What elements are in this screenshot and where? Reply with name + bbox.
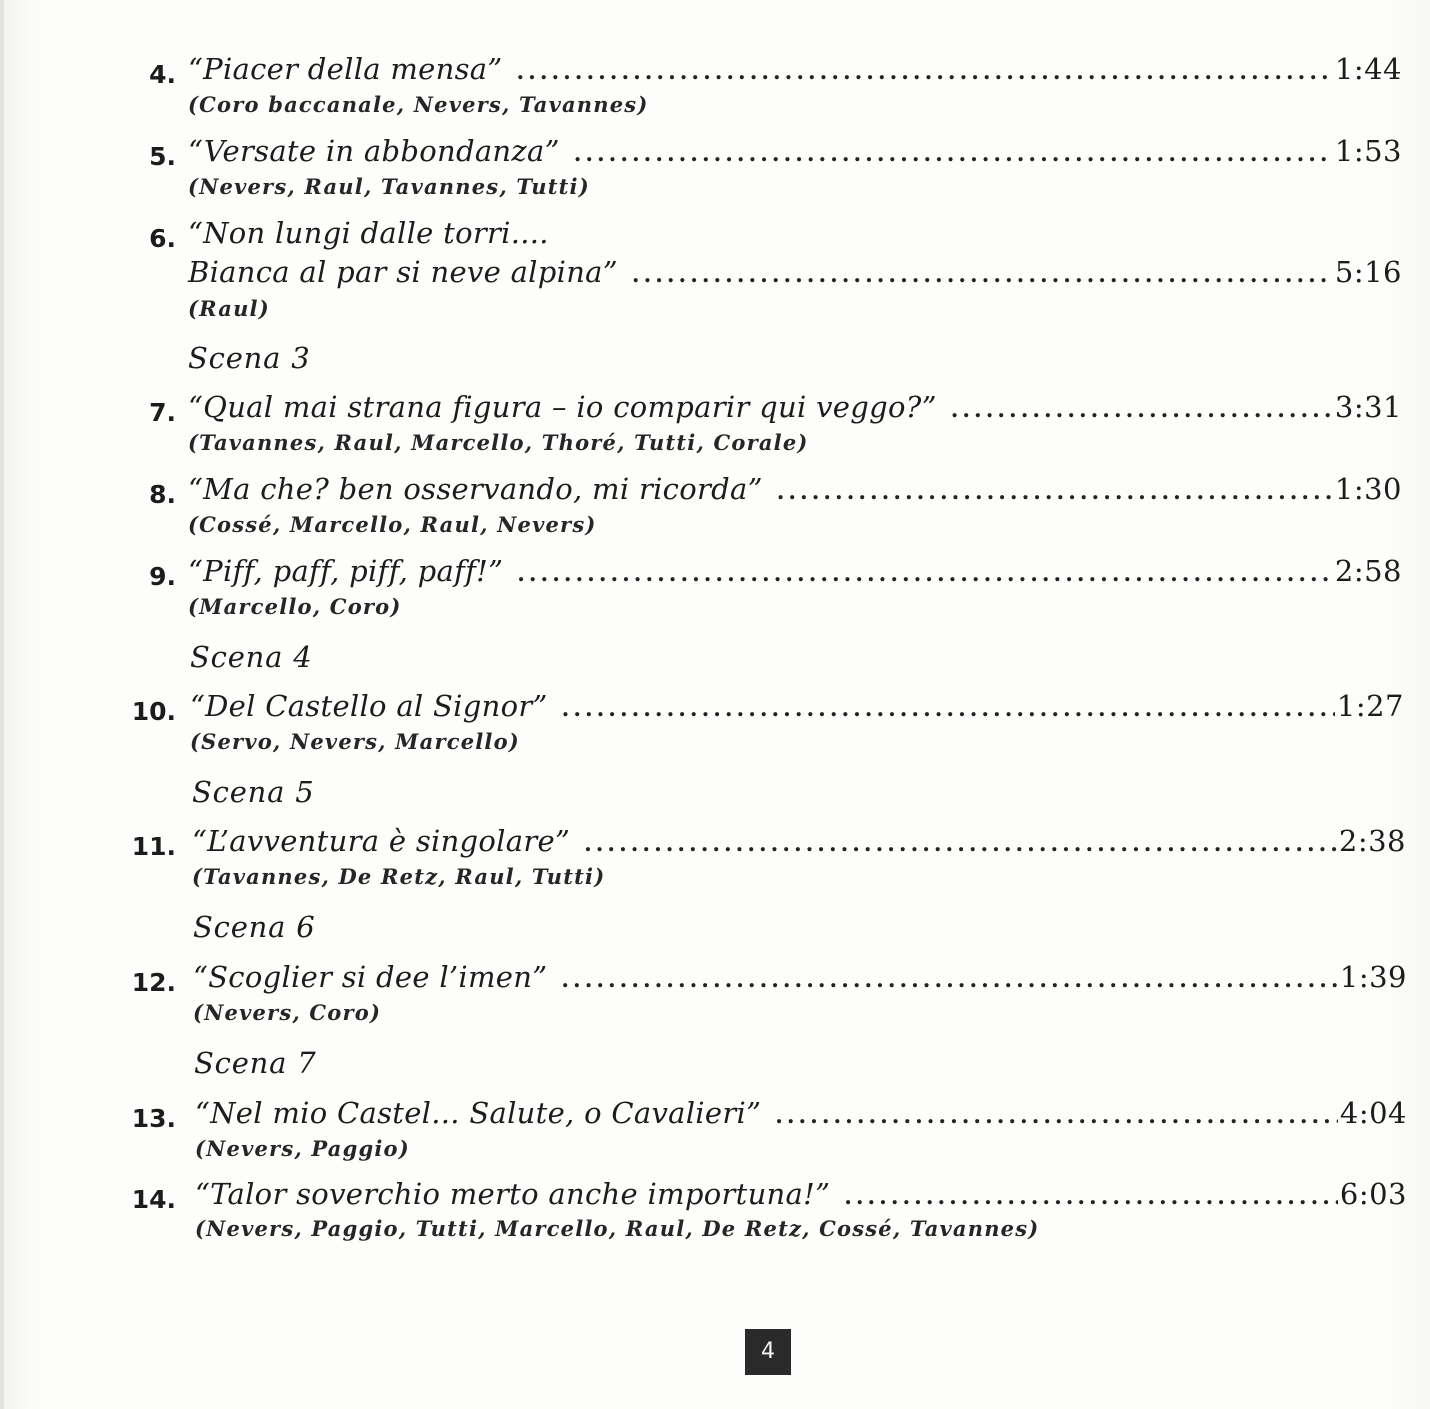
scene-heading: Scena 4 — [190, 640, 313, 674]
track-title: “Scoglier si dee l’imen” — [193, 960, 548, 994]
track-duration: 1:39 — [1339, 960, 1407, 994]
track-roles: (Nevers, Paggio) — [195, 1136, 410, 1161]
track-roles: (Marcello, Coro) — [188, 594, 402, 619]
scene-heading: Scena 5 — [192, 775, 315, 809]
track-number: 14. — [131, 1185, 176, 1214]
track-duration: 1:27 — [1336, 689, 1404, 723]
track-number: 9. — [149, 562, 176, 591]
leader-dots — [844, 1184, 1338, 1210]
track-title-line — [188, 390, 1402, 424]
track-duration: 5:16 — [1334, 255, 1402, 289]
track-duration: 6:03 — [1339, 1177, 1407, 1211]
track-title: “Piff, paff, piff, paff!” — [188, 554, 504, 588]
track-title: “Nel mio Castel... Salute, o Cavalieri” — [195, 1096, 762, 1130]
track-title: “L’avventura è singolare” — [192, 824, 571, 858]
leader-dots — [517, 561, 1333, 587]
track-title-line — [195, 1177, 1407, 1211]
track-title-line — [188, 554, 1402, 588]
track-roles: (Nevers, Paggio, Tutti, Marcello, Raul, De Retz, Cossé, Tavannes) — [195, 1216, 1040, 1241]
track-roles: (Raul) — [188, 296, 270, 321]
scene-heading: Scena 7 — [194, 1046, 317, 1080]
track-roles: (Nevers, Raul, Tavannes, Tutti) — [188, 174, 590, 199]
track-roles: (Servo, Nevers, Marcello) — [190, 729, 520, 754]
track-title-part-1: “Non lungi dalle torri.... — [188, 216, 549, 250]
leader-dots — [584, 831, 1337, 857]
track-number: 8. — [149, 480, 176, 509]
track-title: “Versate in abbondanza” — [188, 134, 560, 168]
track-duration: 4:04 — [1339, 1096, 1407, 1130]
track-title: “Ma che? ben osservando, mi ricorda” — [188, 472, 763, 506]
track-roles: (Tavannes, De Retz, Raul, Tutti) — [192, 864, 606, 889]
track-number: 4. — [149, 60, 176, 89]
leader-dots — [561, 967, 1338, 993]
track-title-line — [192, 824, 1406, 858]
track-duration: 2:58 — [1334, 554, 1402, 588]
leader-dots — [775, 1103, 1338, 1129]
leader-dots — [951, 397, 1333, 423]
track-duration: 3:31 — [1334, 390, 1402, 424]
page-number: 4 — [745, 1329, 791, 1375]
track-number: 12. — [131, 968, 176, 997]
leader-dots — [562, 696, 1335, 722]
track-title: Bianca al par si neve alpina” — [188, 255, 618, 289]
track-number: 13. — [131, 1104, 176, 1133]
track-duration: 1:30 — [1334, 472, 1402, 506]
track-title-line — [195, 1096, 1407, 1130]
track-duration: 1:53 — [1334, 134, 1402, 168]
track-title: “Qual mai strana figura – io comparir qui veggo?” — [188, 390, 937, 424]
track-title: “Talor soverchio merto anche importuna!” — [195, 1177, 831, 1211]
track-roles: (Coro baccanale, Nevers, Tavannes) — [188, 92, 649, 117]
leader-dots — [777, 479, 1333, 505]
leader-dots — [574, 141, 1333, 167]
leader-dots — [632, 262, 1333, 288]
track-title-line — [190, 689, 1404, 723]
track-number: 5. — [149, 142, 176, 171]
track-duration: 2:38 — [1338, 824, 1406, 858]
track-title: “Piacer della mensa” — [188, 52, 503, 86]
track-number: 11. — [131, 832, 176, 861]
track-title-line — [188, 52, 1402, 86]
scene-heading: Scena 6 — [193, 910, 316, 944]
track-title-line — [188, 255, 1402, 289]
track-roles: (Cossé, Marcello, Raul, Nevers) — [188, 512, 597, 537]
track-title: “Del Castello al Signor” — [190, 689, 548, 723]
track-number: 10. — [131, 697, 176, 726]
track-number: 6. — [149, 224, 176, 253]
track-roles: (Nevers, Coro) — [193, 1000, 382, 1025]
track-number: 7. — [149, 398, 176, 427]
scene-heading: Scena 3 — [188, 341, 311, 375]
track-duration: 1:44 — [1334, 52, 1402, 86]
track-title-line — [188, 472, 1402, 506]
leader-dots — [517, 59, 1333, 85]
track-roles: (Tavannes, Raul, Marcello, Thoré, Tutti, Corale) — [188, 430, 809, 455]
track-title-line — [193, 960, 1407, 994]
track-title-line-1 — [188, 216, 549, 250]
track-title-line — [188, 134, 1402, 168]
